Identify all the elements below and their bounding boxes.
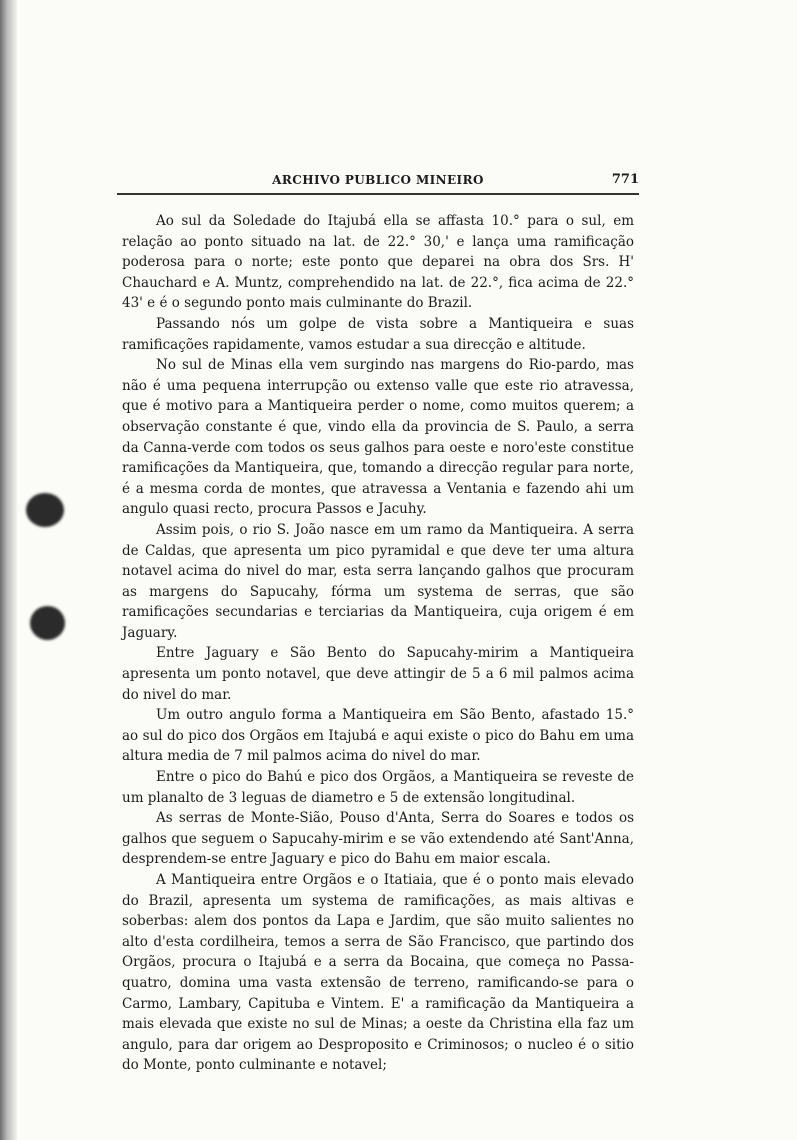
page-number: 771 bbox=[611, 172, 639, 187]
paragraph: Passando nós um golpe de vista sobre a Mantiqueira e suas ramificações rapidamente, vamos estudar a sua direcção e altitude. bbox=[122, 315, 634, 353]
paragraph: Entre Jaguary e São Bento do Sapucahy-mirim a Mantiqueira apresenta um ponto notavel, que deve attingir de 5 a 6 mil palmos acima do nivel do mar. bbox=[122, 645, 634, 703]
ink-blot-mark bbox=[26, 493, 64, 527]
paragraph: Um outro angulo forma a Mantiqueira em São Bento, afastado 15.° ao sul do pico dos Orgãos em Itajubá e aqui existe o pico do Bahu em uma altura media de 7 mil palmos acima do nivel do mar. bbox=[122, 707, 634, 765]
paragraph: As serras de Monte-Sião, Pouso d'Anta, Serra do Soares e todos os galhos que seguem o Sapucahy-mirim e se vão extendendo até Sant'Anna, desprendem-se entre Jaguary e pico do Bahu em maior escala. bbox=[122, 810, 634, 868]
body-text bbox=[122, 211, 634, 1076]
page-header bbox=[117, 171, 639, 195]
page-left-edge-shadow bbox=[0, 0, 17, 1140]
paragraph: A Mantiqueira entre Orgãos e o Itatiaia, que é o ponto mais elevado do Brazil, apresenta um systema de ramificações, as mais altivas e soberbas: alem dos pontos da Lapa e Jardim, que são muito salientes no alto d'esta cordilheira, temos a serra de São Francisco, que partindo dos Orgãos, procura o Itajubá e a serra da Bocaina, que começa no Passa-quatro, domina uma vasta extensão de terreno, ramificando-se para o Carmo, Lambary, Capituba e Vintem. E' a ramificação da Mantiqueira a mais elevada que existe no sul de Minas; a oeste da Christina ella faz um angulo, para dar origem ao Desproposito e Criminosos; o nucleo é o sitio do Monte, ponto culminante e notavel; bbox=[122, 872, 634, 1074]
paragraph: Assim pois, o rio S. João nasce em um ramo da Mantiqueira. A serra de Caldas, que apresenta um pico pyramidal e que deve ter uma altura notavel acima do nivel do mar, esta serra lançando galhos que procuram as margens do Sapucahy, fórma um systema de serras, que são ramificações secundarias e terciarias da Mantiqueira, cuja origem é em Jaguary. bbox=[122, 521, 634, 641]
paragraph: No sul de Minas ella vem surgindo nas margens do Rio-pardo, mas não é uma pequena interrupção ou extenso valle que este rio atravessa, que é motivo para a Mantiqueira perder o nome, como muitos querem; a observação constante é que, vindo ella da provincia de S. Paulo, a serra da Canna-verde com todos os seus galhos para oeste e noro'este constitue ramificações da Mantiqueira, que, tomando a direcção regular para norte, é a mesma corda de montes, que atravessa a Ventania e fazendo ahi um angulo quasi recto, procura Passos e Jacuhy. bbox=[122, 357, 634, 518]
running-title: ARCHIVO PUBLICO MINEIRO bbox=[272, 173, 484, 187]
paragraph: Entre o pico do Bahú e pico dos Orgãos, a Mantiqueira se reveste de um planalto de 3 leguas de diametro e 5 de extensão longitudinal. bbox=[122, 769, 634, 806]
paragraph: Ao sul da Soledade do Itajubá ella se affasta 10.° para o sul, em relação ao ponto situado na lat. de 22.° 30,' e lança uma ramificação poderosa para o norte; este ponto que deparei na obra dos Srs. H' Chauchard e A. Muntz, comprehendido na lat. de 22.°, fica acima de 22.° 43' e é o segundo ponto mais culminante do Brazil. bbox=[122, 213, 634, 312]
ink-blot-mark bbox=[30, 606, 65, 640]
